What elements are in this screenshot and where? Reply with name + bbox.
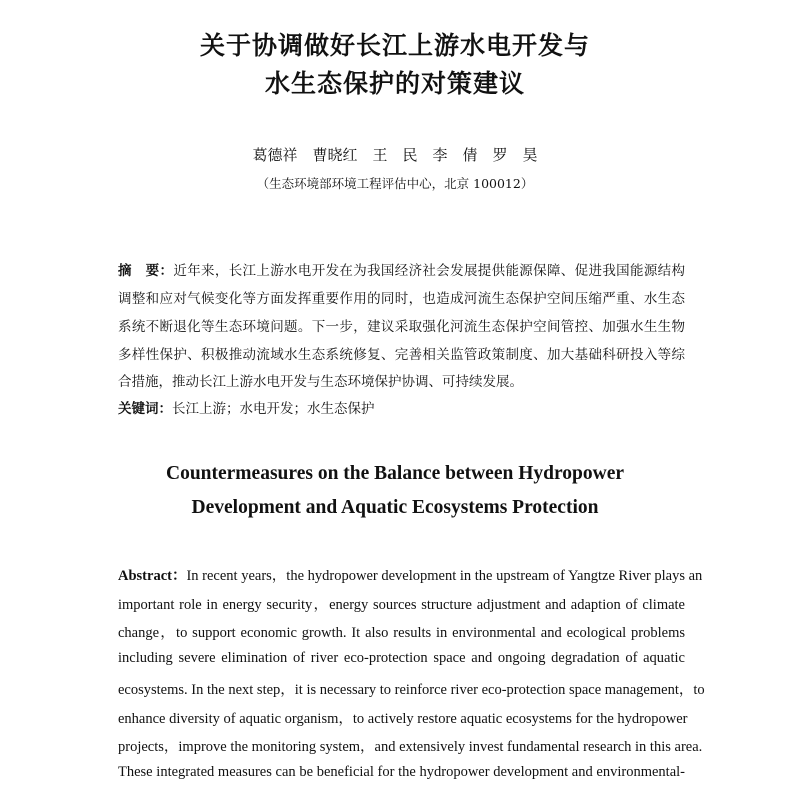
- en-abstract-line: important role in energy security，energy sources structure adjustment and adaption of climate: [118, 597, 685, 613]
- keywords-value: 长江上游；水电开发；水生态保护: [172, 401, 375, 417]
- en-abstract-line: including severe elimination of river eco-protection space and ongoing degradation of aquatic: [118, 650, 685, 666]
- authors: 葛德祥 曹晓红 王 民 李 倩 罗 昊: [252, 146, 538, 164]
- en-abstract-line: enhance diversity of aquatic organism，to actively restore aquatic ecosystems for the hydropower: [118, 711, 688, 727]
- keywords: [118, 397, 685, 417]
- en-abstract-label: Abstract：: [118, 568, 187, 584]
- chinese-title-line-1: 关于协调做好长江上游水电开发与: [199, 31, 590, 60]
- cn-abstract-label: 摘 要：: [118, 263, 174, 279]
- cn-abstract-line: 合措施，推动长江上游水电开发与生态环境保护协调、可持续发展。: [118, 374, 523, 390]
- affiliation: （生态环境部环境工程评估中心，北京 100012）: [256, 176, 534, 191]
- en-abstract-text: In recent years，the hydropower development in the upstream of Yangtze River plays an: [186, 568, 703, 584]
- cn-abstract-line: 调整和应对气候变化等方面发挥重要作用的同时，也造成河流生态保护空间压缩严重、水生态: [118, 291, 685, 307]
- en-abstract-line: These integrated measures can be beneficial for the hydropower development and environmental-: [118, 764, 685, 780]
- cn-abstract-text: 近年来，长江上游水电开发在为我国经济社会发展提供能源保障、促进我国能源结构: [173, 263, 686, 279]
- english-title-line-1: Countermeasures on the Balance between Hydropower: [165, 463, 625, 484]
- cn-abstract-line: 多样性保护、积极推动流域水生态系统修复、完善相关监管政策制度、加大基础科研投入等综: [118, 347, 685, 363]
- en-abstract-line: ecosystems. In the next step，it is necessary to reinforce river eco-protection space management，to: [118, 682, 705, 698]
- english-title-line-2: Development and Aquatic Ecosystems Protection: [191, 497, 599, 518]
- cn-abstract-line: [118, 259, 685, 279]
- keywords-label: 关键词：: [118, 401, 172, 417]
- en-abstract-line: [118, 564, 703, 585]
- chinese-title-line-2: 水生态保护的对策建议: [264, 69, 525, 98]
- en-abstract-line: change，to support economic growth. It also results in environmental and ecological problems: [118, 625, 685, 641]
- cn-abstract-line: 系统不断退化等生态环境问题。下一步，建议采取强化河流生态保护空间管控、加强水生生物: [118, 319, 685, 335]
- en-abstract-line: projects，improve the monitoring system，and extensively invest fundamental research in this area.: [118, 739, 703, 755]
